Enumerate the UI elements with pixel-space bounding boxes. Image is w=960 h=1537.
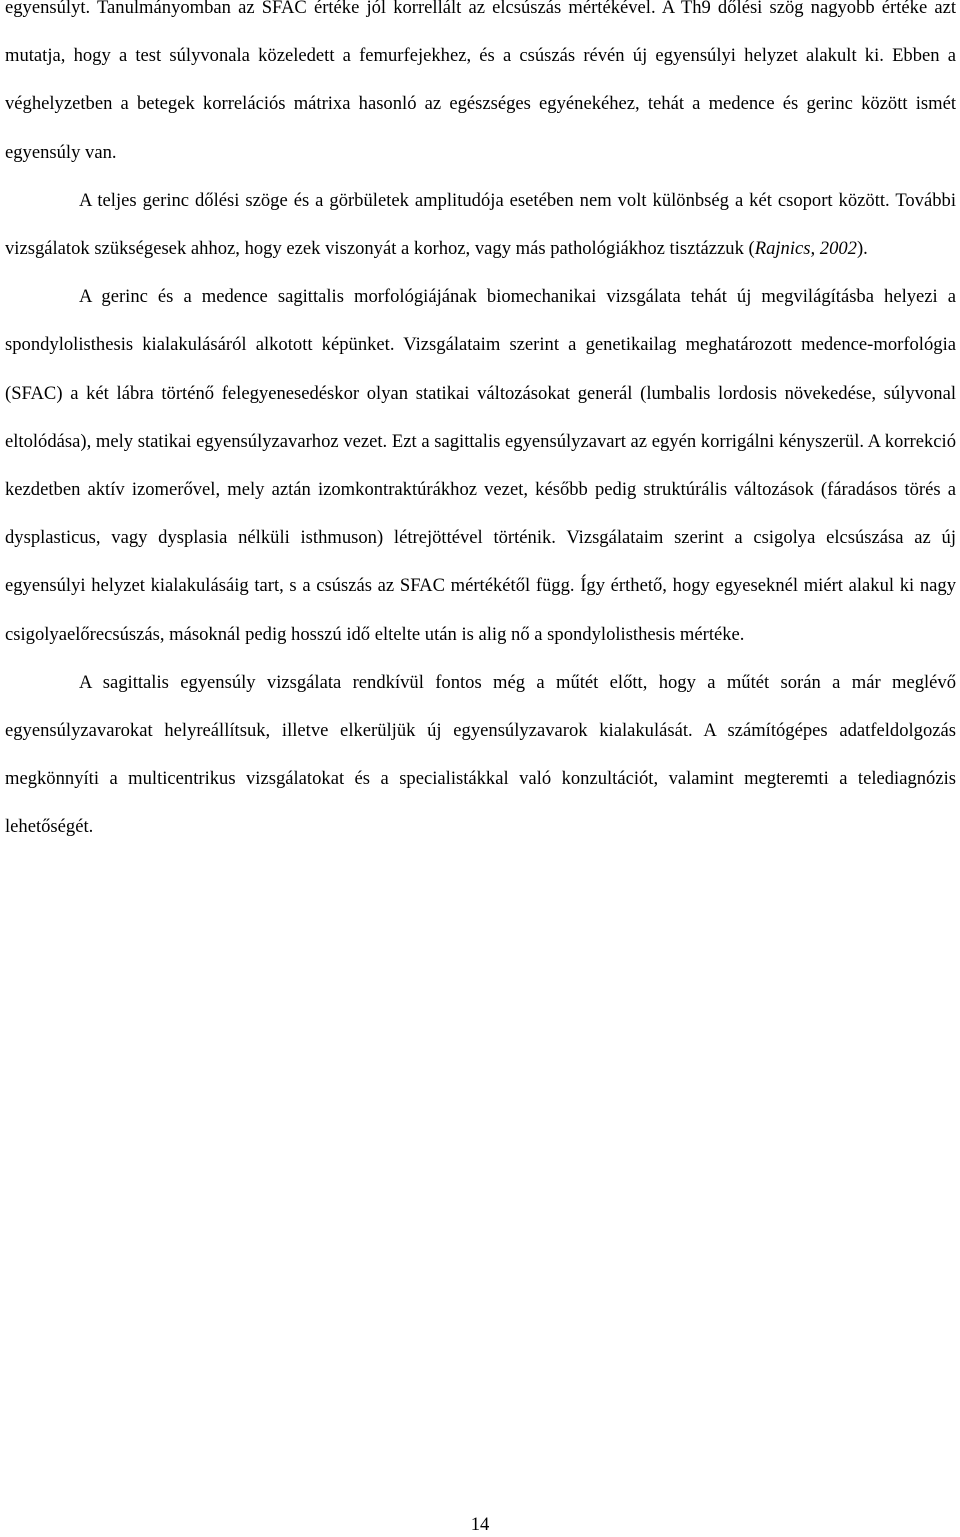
paragraph-spine-tilt: [5, 177, 956, 273]
paragraph-sfac-correlation: egyensúlyt. Tanulmányomban az SFAC értéke jól korrellált az elcsúszás mértékével. A Th9 dőlési szög nagyobb értéke azt mutatja, hogy a test súlyvonala közeledett a femurfejekhez, és a csúszás révén új egyensúlyi helyzet alakult ki. Ebben a véghelyzetben a betegek korrelációs mátrixa hasonló az egészséges egyénekéhez, tehát a medence és gerinc között ismét egyensúly van.: [5, 0, 956, 163]
citation: Rajnics, 2002: [754, 238, 857, 260]
document-page: [5, 0, 956, 852]
paragraph-text: ).: [856, 238, 868, 260]
paragraph-biomechanics: A gerinc és a medence sagittalis morfológiájának biomechanikai vizsgálata tehát új megvilágításba helyezi a spondylolisthesis kialakulásáról alkotott képünket. Vizsgálataim szerint a genetikailag meghatározott medence-morfológia (SFAC) a két lábra történő felegyenesedéskor olyan statikai változásokat generál (lumbalis lordosis növekedése, súlyvonal eltolódása), mely statikai egyensúlyzavarhoz vezet. Ezt a sagittalis egyensúlyzavart az egyén korrigálni kényszerül. A korrekció kezdetben aktív izomerővel, mely aztán izomkontraktúrákhoz vezet, később pedig struktúrális változások (fáradásos törés a dysplasticus, vagy dysplasia nélküli isthmuson) létrejöttével történik. Vizsgálataim szerint a csigolya elcsúszása az új egyensúlyi helyzet kialakulásáig tart, s a csúszás az SFAC mértékétől függ. Így érthető, hogy egyeseknél miért alakul ki nagy csigolyaelőrecsúszás, másoknál pedig hosszú idő eltelte után is alig nő a spondylolisthesis mértéke.: [5, 286, 956, 645]
paragraph-text: A teljes gerinc dőlési szöge és a görbületek amplitudója esetében nem volt különbség a két csoport között. További vizsgálatok szükségesek ahhoz, hogy ezek viszonyát a korhoz, vagy más pathológiákhoz tisztázzuk (: [5, 189, 956, 260]
page-number: 14: [470, 1514, 490, 1535]
paragraph-sagittal-balance: A sagittalis egyensúly vizsgálata rendkívül fontos még a műtét előtt, hogy a műtét során a már meglévő egyensúlyzavarokat helyreállítsuk, illetve elkerüljük új egyensúlyzavarok kialakulását. A számítógépes adatfeldolgozás megkönnyíti a multicentrikus vizsgálatokat és a specialistákkal való konzultációt, valamint megteremti a telediagnózis lehetőségét.: [5, 671, 956, 838]
